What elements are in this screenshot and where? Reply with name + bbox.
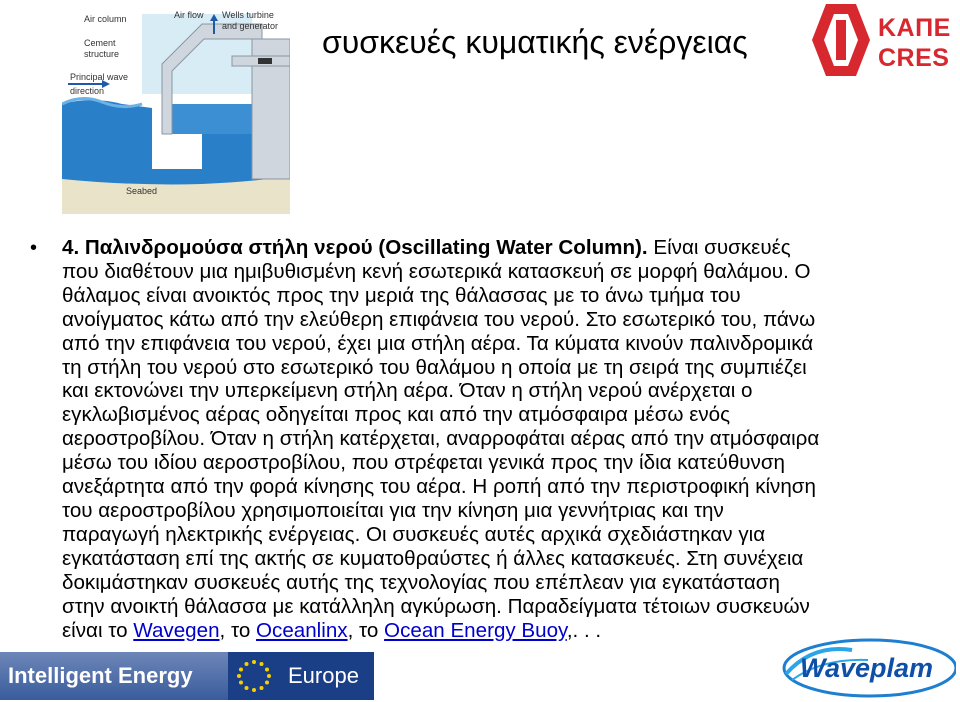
link-ocean-energy-buoy[interactable]: Ocean Energy Buoy xyxy=(384,618,567,642)
link-oceanlinx[interactable]: Oceanlinx xyxy=(256,618,348,642)
label-wells-turbine: Wells turbine xyxy=(222,10,274,20)
body-line-13: παραγωγή ηλεκτρικής ενέργειας. Οι συσκευές αυτές αρχικά σχεδιάστηκαν για xyxy=(62,522,766,546)
label-direction: direction xyxy=(70,86,105,96)
eu-stars-icon xyxy=(232,655,276,697)
kape-logo-text: ΚΑΠΕ xyxy=(878,14,951,42)
link-wavegen[interactable]: Wavegen xyxy=(133,618,220,642)
body-text xyxy=(62,236,948,642)
body-line-6: τη στήλη του νερού στο εσωτερικό του θαλάμου η οποία με τη σειρά της συμπιέζει xyxy=(62,355,807,379)
body-line-7: και εκτονώνει την υπερκείμενη στήλη αέρα. Όταν η στήλη νερού ανέρχεται ο xyxy=(62,379,753,403)
bullet-marker: • xyxy=(30,237,38,259)
waveplam-logo-text: Waveplam xyxy=(800,653,934,683)
cres-logo-text: CRES xyxy=(878,44,950,72)
intelligent-energy-text: Intelligent Energy xyxy=(8,663,193,688)
body-line-10: μέσω του ιδίου αεροστροβίλου, που στρέφεται γενικά προς την ίδια κατεύθυνση xyxy=(62,451,785,475)
label-seabed: Seabed xyxy=(126,186,158,196)
body-heading: 4. Παλινδρομούσα στήλη νερού (Oscillating Water Column). xyxy=(62,236,648,259)
body-line-4: ανοίγματος κάτω από την ελεύθερη επιφάνεια του νερού. Στο εσωτερικό του, πάνω xyxy=(62,307,816,331)
body-line-8: εγκλωβισμένος αέρας οδηγείται προς και από την ατμόσφαιρα μέσω ενός xyxy=(62,403,731,427)
europe-text: Europe xyxy=(288,663,359,688)
body-line-11: ανεξάρτητα από την φορά κίνησης του αέρα. Η ροπή από την περιστροφική κίνηση xyxy=(62,475,816,499)
body-line-1: 4. Παλινδρομούσα στήλη νερού (Oscillating Water Column). Είναι συσκευές xyxy=(62,236,791,259)
slide-title: συσκευές κυματικής ενέργειας xyxy=(322,24,748,60)
label-air-flow: Air flow xyxy=(174,10,204,20)
owc-diagram xyxy=(62,4,290,214)
label-air-column: Air column xyxy=(84,14,127,24)
body-line-3: θάλαμος είναι ανοικτός προς την μεριά της θάλασσας με το άνω τμήμα του xyxy=(62,283,741,307)
body-line-12: του αεροστροβίλου χρησιμοποιείται για την κίνηση μια γεννήτριας και την xyxy=(62,498,724,522)
body-line-2: που διαθέτουν μια ημιβυθισμένη κενή εσωτερικά κατασκευή σε μορφή θαλάμου. Ο xyxy=(62,259,811,283)
body-line-17: είναι το Wavegen, το Oceanlinx, το Ocean Energy Buoy,. . . xyxy=(62,618,602,642)
body-line-5: από την επιφάνεια του νερού, έχει μια στήλη αέρα. Τα κύματα κινούν παλινδρομικά xyxy=(62,331,814,355)
body-line-9: αεροστροβίλου. Όταν η στήλη κατέρχεται, αναρροφάται αέρας από την ατμόσφαιρα xyxy=(62,427,820,451)
label-generator: and generator xyxy=(222,21,279,31)
body-line-14: εγκατάσταση επί της ακτής σε κυματοθραύστες ή άλλες κατασκευές. Στη συνέχεια xyxy=(62,546,804,570)
label-structure: structure xyxy=(84,49,120,59)
label-cement: Cement xyxy=(84,38,116,48)
label-principal-wave: Principal wave xyxy=(70,72,129,82)
body-line-15: δοκιμάστηκαν συσκευές αυτής της τεχνολογίας που επέπλεαν για εγκατάσταση xyxy=(62,570,780,594)
body-line-16: στην ανοικτή θάλασσα με κατάλληλη αγκύρωση. Παραδείγματα τέτοιων συσκευών xyxy=(62,594,810,618)
